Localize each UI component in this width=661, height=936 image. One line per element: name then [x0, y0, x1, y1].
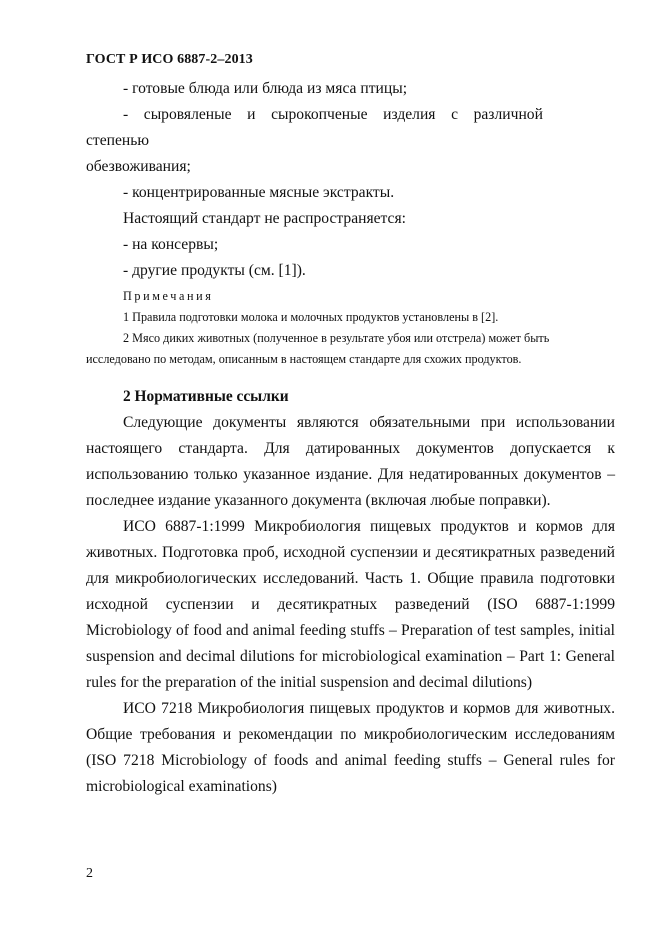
list-item: - сыровяленые и сырокопченые изделия с различной степенью [86, 106, 559, 149]
list-item: - на консервы; [123, 236, 219, 253]
paragraph-line: Следующие документы являются обязательными при использовании [123, 414, 615, 431]
paragraph-line: настоящего стандарта. Для датированных документов допускается к [86, 440, 615, 457]
document-body [86, 76, 615, 800]
document-header: ГОСТ Р ИСО 6887-2–2013 [86, 52, 253, 67]
list-item-continuation: обезвоживания; [86, 158, 191, 175]
notes-title: Примечания [123, 289, 214, 303]
note-2: 2 Мясо диких животных (полученное в результате убоя или отстрела) может быть [123, 331, 550, 345]
paragraph-line: животных. Подготовка проб, исходной суспензии и десятикратных разведений [86, 544, 615, 561]
list-item: - концентрированные мясные экстракты. [123, 184, 395, 201]
paragraph-line: для микробиологических исследований. Часть 1. Общие правила подготовки [86, 570, 615, 587]
section-title: 2 Нормативные ссылки [123, 388, 289, 405]
paragraph-line: suspension and decimal dilutions for microbiological examination – Part 1: General [86, 648, 615, 665]
paragraph-line: ИСО 6887-1:1999 Микробиология пищевых продуктов и кормов для [123, 518, 615, 535]
list-item: - другие продукты (см. [1]). [123, 262, 306, 279]
paragraph-line: исходной суспензии и десятикратных разведений (ISO 6887-1:1999 [86, 596, 615, 613]
paragraph-line: ИСО 7218 Микробиология пищевых продуктов и кормов для животных. [123, 700, 615, 717]
paragraph-line: rules for the preparation of the initial suspension and decimal dilutions) [86, 674, 533, 691]
paragraph-line: (ISO 7218 Microbiology of foods and animal feeding stuffs – General rules for [86, 752, 615, 769]
page-number: 2 [86, 866, 93, 881]
paragraph-line: microbiological examinations) [86, 778, 277, 795]
paragraph-line: Общие требования и рекомендации по микробиологическим исследованиям [86, 726, 615, 743]
paragraph: Настоящий стандарт не распространяется: [123, 210, 406, 227]
paragraph-line: использованию только указанное издание. Для недатированных документов – [86, 466, 615, 483]
paragraph-line: Microbiology of food and animal feeding stuffs – Preparation of test samples, initial [86, 622, 615, 639]
note-1: 1 Правила подготовки молока и молочных продуктов установлены в [2]. [123, 310, 499, 324]
paragraph-line: последнее издание указанного документа (включая любые поправки). [86, 492, 551, 509]
list-item: - готовые блюда или блюда из мяса птицы; [123, 80, 408, 97]
note-2-continuation: исследовано по методам, описанным в настоящем стандарте для схожих продуктов. [86, 352, 522, 366]
